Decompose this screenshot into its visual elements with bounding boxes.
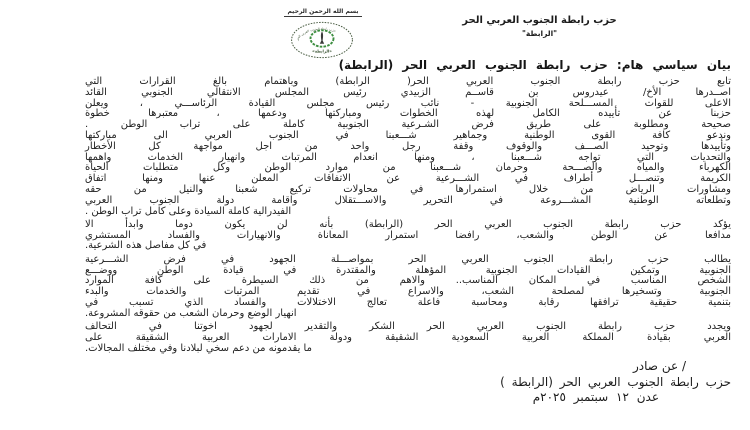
body-line: في كل مفاصل هذه الشرعية.: [85, 240, 207, 252]
header-party-name: حزب رابطة الجنوب العربي الحر: [462, 15, 617, 26]
body-line: بتنمية حقيقية ترافقها رقابة ومحاسبة فاعلة تعالج الاختلالات والفساد الذي تسبب في: [85, 296, 731, 308]
body-line: وتطلعاته الوطنية المشـــروعة في التحرير والاســـتقلال واقامة دولة الجنوب العربي: [85, 194, 731, 206]
logo-ring-text: حزب رابطة الجنوب العربي الحر: [295, 26, 337, 42]
body-line: وندعو كافة القوى الوطنية وجماهير شـــعبنا في الجنوب العربي الى مباركتها: [85, 129, 731, 141]
body-line: يطالب حزب رابطة الجنوب العربي الحر بمواصـــلة الجهود في فرض الشـــرعية: [85, 253, 731, 265]
body-line: يؤكد حزب رابطة الجنوب العربي الحر (الرابطة) بأنه لن يكون دوما وابدأ الا: [85, 218, 731, 230]
statement-body: [85, 59, 731, 403]
header-title-block: [437, 15, 642, 38]
body-line: وتأييدها وتوحيد الصـــف والوقوف وقفة رجل واحد من اجل مواجهة كل الأخطار: [85, 140, 731, 152]
body-line: الفيدرالية كاملة السيادة وعلى كامل تراب الوطن .: [85, 205, 292, 217]
issued-word: صادر: [633, 359, 658, 374]
body-line: انهيار الوضع وحرمان الشعب من حقوقه المشروعة.: [85, 307, 297, 319]
paragraph-2: [85, 220, 731, 252]
issued-by-line: [85, 360, 731, 372]
logo-bottom-label: «الرابطة»: [312, 48, 332, 54]
bismillah-text: بسم الله الرحمن الرحيم: [284, 8, 362, 17]
issued-word: /: [681, 359, 686, 374]
body-line: اصــدرها الأخ/ عيدروس بن قاســم الزبيدي رئيس المجلس الانتقالي الجنوبي القائد: [85, 86, 731, 98]
body-line: الكريمة وتنصـــل أطراف في الشـــرعية عن الاتفاقات المعلن عنها ومنها اتفاق: [85, 173, 731, 185]
body-line: والتحديات التي تواجه شـــعبنا ، ومنها انعدام المرتبات وانهيار الخدمات واهمها: [85, 151, 731, 163]
body-line: الكهرباء والمياه والصـــحة وحرمان شـــعبنا من موارد الوطن وكل متطلبات الحياة: [85, 162, 731, 174]
body-line: ما يقدمونه من دعم سخي لبلادنا وفي مختلف المجالات.: [85, 342, 312, 354]
party-seal-logo: [290, 21, 354, 59]
body-line: تابع حزب رابطة الجنوب العربي الحر( الرابطة) وباهتمام بالغ القرارات التي: [85, 76, 731, 87]
body-line: العربي بقيادة المملكة العربية السعودية الشقيقة ودولة الامارات العربية الشقيقة على: [85, 331, 731, 343]
body-line: صحيحة ومطلوبة على طريق فرض الشـرعية الجنوبية كاملة على تراب الوطن .: [85, 119, 731, 131]
body-line: الاعلى للقوات المســـلحة الجنوبية - نائب رئيس مجلس القيادة الرئاســـي ، ويعلن: [85, 97, 731, 109]
header-party-alias: "الرابطة": [521, 29, 558, 38]
body-line: مدافعا عن الوطن والشعب، رافضا استمرار المعاناة والانهيارات والفساد المستشري: [85, 229, 731, 241]
footer-date-line: عدن ١٢ سبتمبر ٢٠٢٥م: [532, 390, 659, 405]
issued-word: عن: [661, 359, 679, 374]
statement-title: بيان سياسي هام: حزب رابطة الجنوب العربي الحر (الرابطة): [338, 58, 731, 72]
body-line: الشخص المناسب في المكان المناسب.. والاهم من ذلك السيطرة على كافة الموارد: [85, 275, 731, 287]
footer-party-line: حزب رابطة الجنوب العربي الحر (الرابطة ): [500, 375, 731, 390]
paragraph-1: [85, 77, 731, 217]
paragraph-4: [85, 322, 731, 354]
body-line: ومشاورات الرياض من خلال استمرارها في محاولات تركيع شعبنا والنيل من حقه: [85, 183, 731, 195]
body-line: الجنوبية وتسخيرها لمصلحة الشعب، والاسراع في تقديم المرتبات والخدمات والبدء: [85, 286, 731, 298]
paragraph-3: [85, 255, 731, 320]
body-line: حزبنا عن تأييده الكامل لهذه الخطوات ومباركتها ودعمها ، معتبرها خطوة: [85, 108, 731, 120]
body-line: ويجدد حزب رابطة الجنوب العربي الحر الشكر والتقدير لجهود اخوتنا في التحالف: [85, 321, 731, 333]
body-line: الجنوبية وتمكين القيادات الجنوبية المؤهلة والمقتدرة في قيادة الوطن ووضـــع: [85, 264, 731, 276]
